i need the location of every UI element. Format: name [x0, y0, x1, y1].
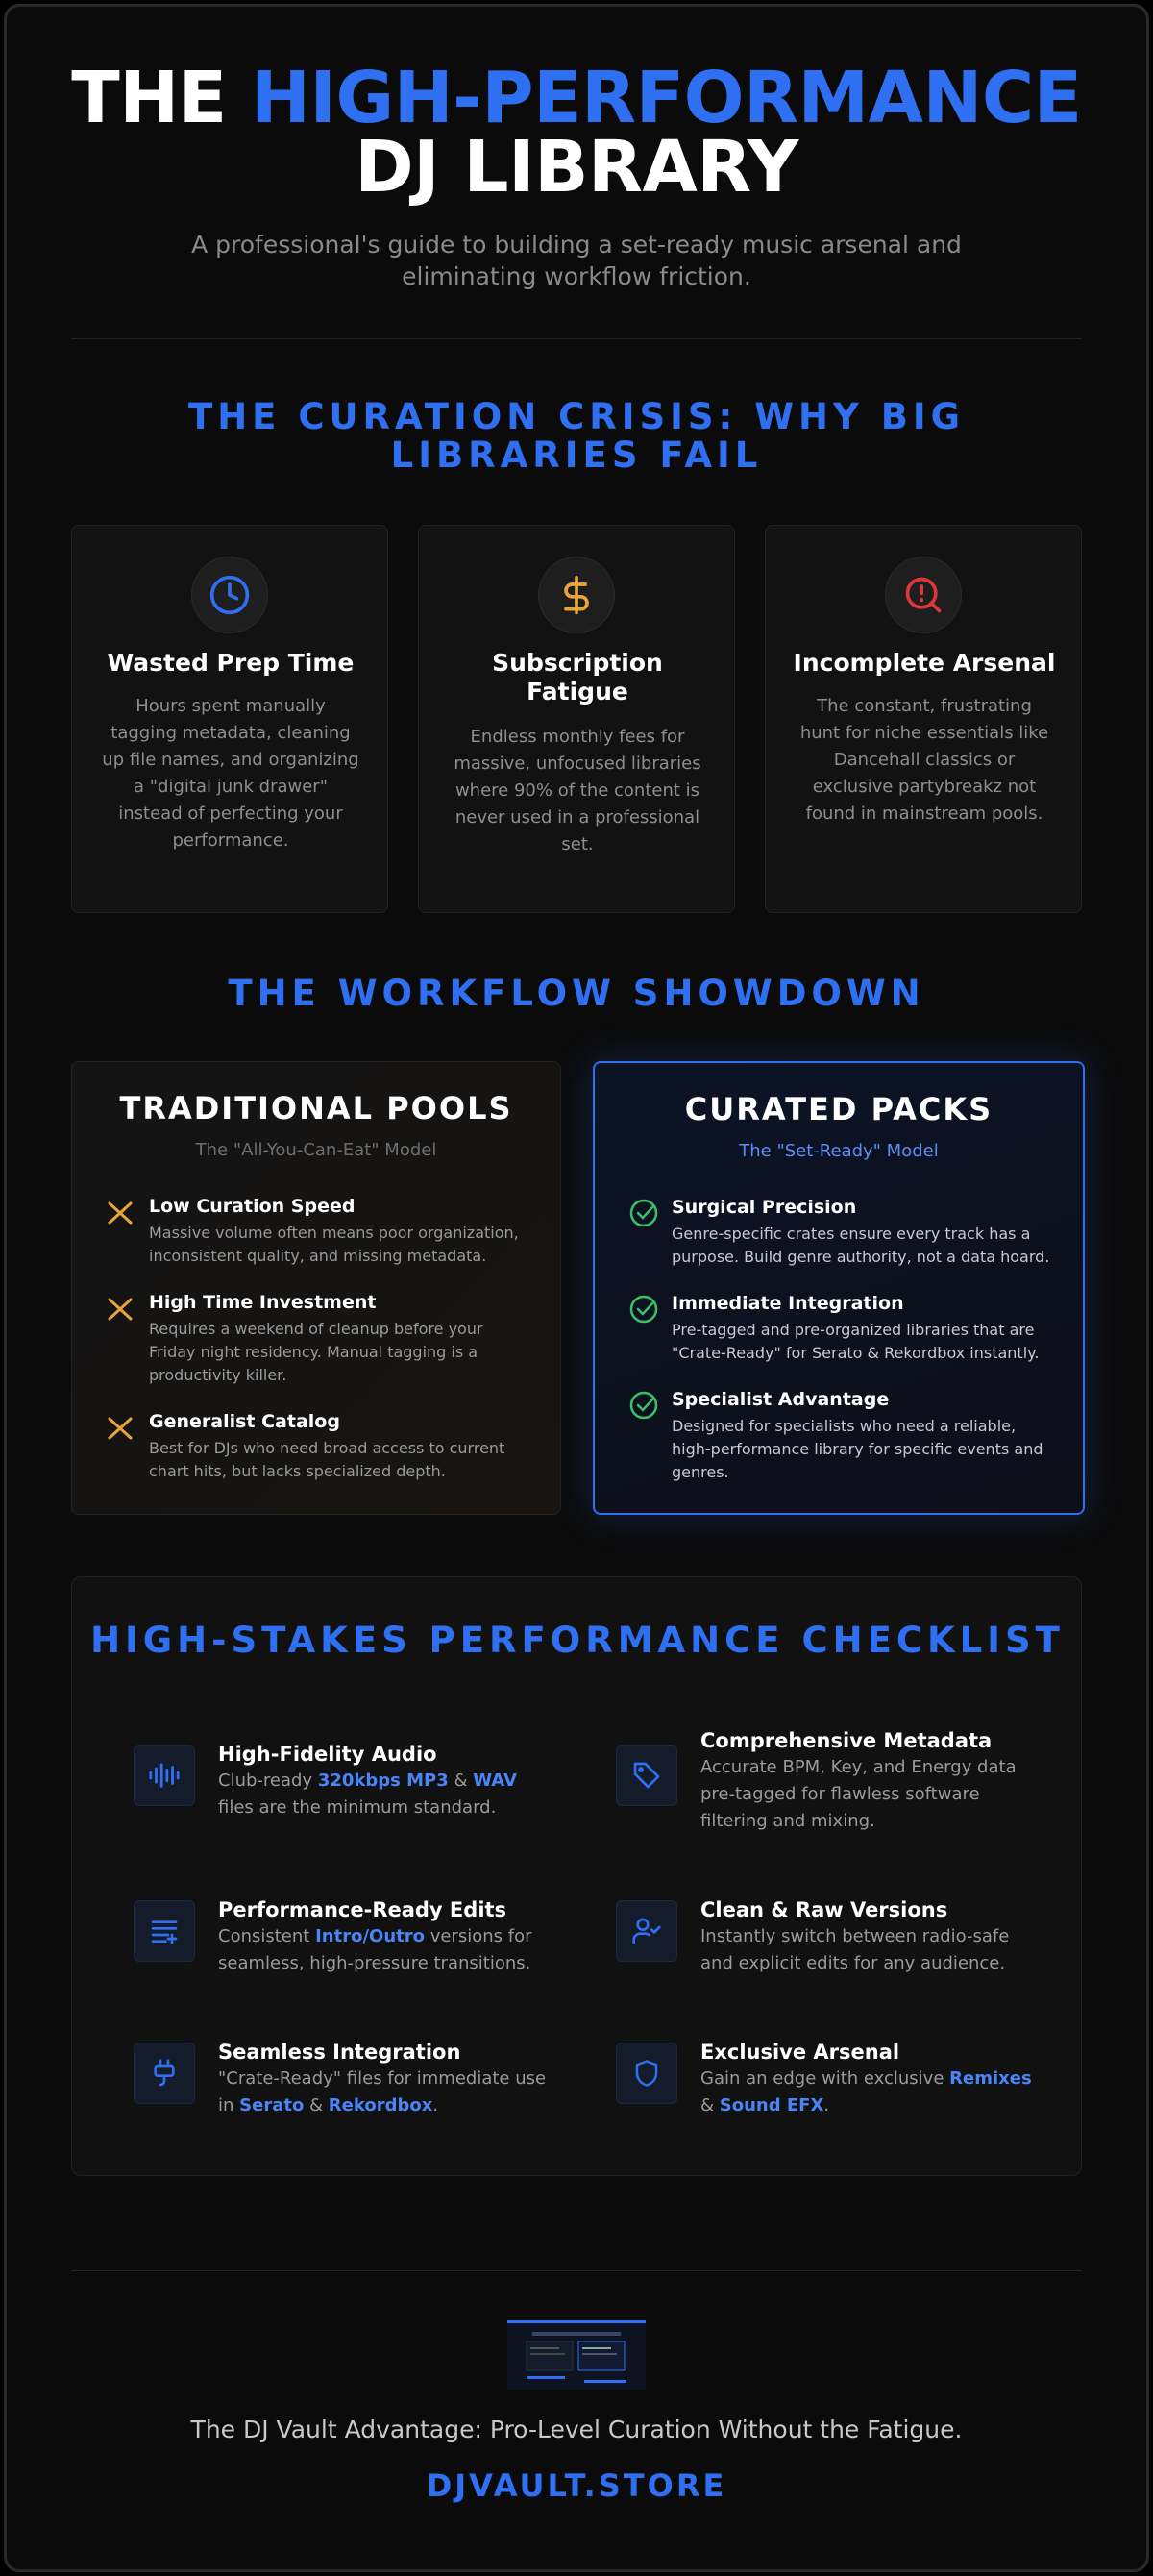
- list-edit-icon: [134, 1900, 195, 1962]
- traditional-item-title: Generalist Catalog: [149, 1411, 340, 1432]
- crisis-card-desc: The constant, frustrating hunt for niche essentials like Dancehall classics or exclusive partybreakz not found in mainstream pools.: [799, 696, 1049, 824]
- check-circle-icon: [627, 1196, 660, 1228]
- traditional-subtitle: The "All-You-Can-Eat" Model: [195, 1140, 437, 1160]
- check-circle-icon: [627, 1292, 660, 1325]
- traditional-item-title: High Time Investment: [149, 1292, 377, 1313]
- traditional-item-desc: Best for DJs who need broad access to current chart hits, but lacks specialized depth.: [149, 1439, 505, 1480]
- traditional-item-title: Low Curation Speed: [149, 1196, 356, 1217]
- footer-tagline: The DJ Vault Advantage: Pro-Level Curation Without the Fatigue.: [190, 2415, 963, 2443]
- checklist-item-title: High-Fidelity Audio: [218, 1743, 437, 1766]
- curated-item-title: Specialist Advantage: [672, 1389, 890, 1410]
- traditional-pools-card: [71, 1061, 561, 1515]
- checklist-item-desc: Gain an edge with exclusive Remixes & Sound EFX.: [700, 2068, 1032, 2116]
- footer-brand[interactable]: DJVAULT.STORE: [426, 2467, 727, 2504]
- checklist-item-title: Seamless Integration: [218, 2041, 461, 2064]
- checklist-item-desc: Consistent Intro/Outro versions for seamless, high-pressure transitions.: [218, 1926, 532, 1973]
- hero-title: [0, 57, 1153, 209]
- crisis-card-prep-time: [71, 525, 388, 913]
- curated-item-desc: Pre-tagged and pre-organized libraries that are "Crate-Ready" for Serato & Rekordbox instantly.: [672, 1321, 1040, 1362]
- crisis-card-subscription: [418, 525, 735, 913]
- user-check-icon: [616, 1900, 677, 1962]
- crisis-card-title: Incomplete Arsenal: [793, 649, 1056, 677]
- divider: [71, 2270, 1082, 2271]
- dollar-icon: [538, 557, 615, 633]
- checklist-item-title: Clean & Raw Versions: [700, 1898, 948, 1921]
- curated-title: CURATED PACKS: [684, 1091, 994, 1127]
- hero-subtitle: A professional's guide to building a set-ready music arsenal and eliminating workflow friction.: [191, 231, 962, 290]
- curated-packs-card: [593, 1061, 1085, 1515]
- checklist-item-title: Exclusive Arsenal: [700, 2041, 900, 2064]
- checklist-item-desc: Instantly switch between radio-safe and explicit edits for any audience.: [700, 1926, 1010, 1973]
- curated-item-desc: Genre-specific crates ensure every track has a purpose. Build genre authority, not a data hoard.: [672, 1225, 1050, 1266]
- x-icon: [105, 1195, 137, 1227]
- search-alert-icon: [885, 557, 962, 633]
- checklist-item-desc: Accurate BPM, Key, and Energy data pre-tagged for flawless software filtering and mixing.: [700, 1757, 1017, 1831]
- curated-item-title: Surgical Precision: [672, 1197, 857, 1218]
- x-icon: [105, 1410, 137, 1443]
- x-icon: [105, 1291, 137, 1324]
- traditional-item-desc: Requires a weekend of cleanup before your Friday night residency. Manual tagging is a productivity killer.: [149, 1320, 483, 1384]
- crisis-card-title: Wasted Prep Time: [107, 649, 355, 677]
- checklist-heading: HIGH-STAKES PERFORMANCE CHECKLIST: [90, 1620, 1065, 1661]
- crisis-card-desc: Endless monthly fees for massive, unfocused libraries where 90% of the content is never used in a professional set.: [454, 727, 701, 855]
- hero-title-line2: DJ LIBRARY: [355, 126, 798, 209]
- audio-wave-icon: [134, 1745, 195, 1806]
- checklist-item-desc: Club-ready 320kbps MP3 & WAV files are the minimum standard.: [218, 1771, 517, 1818]
- curated-subtitle: The "Set-Ready" Model: [739, 1141, 939, 1161]
- shield-icon: [616, 2043, 677, 2104]
- performance-checklist: [71, 1576, 1082, 2176]
- check-circle-icon: [627, 1388, 660, 1421]
- crisis-card-desc: Hours spent manually tagging metadata, cleaning up file names, and organizing a "digital junk drawer" instead of perfecting your performance.: [102, 696, 359, 851]
- preview-thumbnail: [507, 2320, 646, 2390]
- hero-title-part1: THE: [71, 57, 251, 139]
- clock-icon: [191, 557, 268, 633]
- crisis-card-arsenal: [765, 525, 1082, 913]
- plug-icon: [134, 2043, 195, 2104]
- crisis-card-title: Subscription Fatigue: [492, 649, 663, 706]
- curated-item-title: Immediate Integration: [672, 1293, 904, 1314]
- traditional-item-desc: Massive volume often means poor organization, inconsistent quality, and missing metadata.: [149, 1224, 519, 1265]
- hero-title-highlight: HIGH-PERFORMANCE: [250, 57, 1082, 139]
- checklist-item-title: Performance-Ready Edits: [218, 1898, 507, 1921]
- checklist-item-title: Comprehensive Metadata: [700, 1729, 993, 1752]
- tag-icon: [616, 1745, 677, 1806]
- checklist-item-desc: "Crate-Ready" files for immediate use in Serato & Rekordbox.: [218, 2068, 547, 2116]
- divider: [71, 338, 1082, 339]
- showdown-heading: THE WORKFLOW SHOWDOWN: [228, 973, 925, 1014]
- traditional-title: TRADITIONAL POOLS: [119, 1090, 513, 1127]
- crisis-heading: THE CURATION CRISIS: WHY BIG LIBRARIES FAIL: [187, 396, 966, 476]
- curated-item-desc: Designed for specialists who need a reliable, high-performance library for specific events and genres.: [672, 1417, 1043, 1481]
